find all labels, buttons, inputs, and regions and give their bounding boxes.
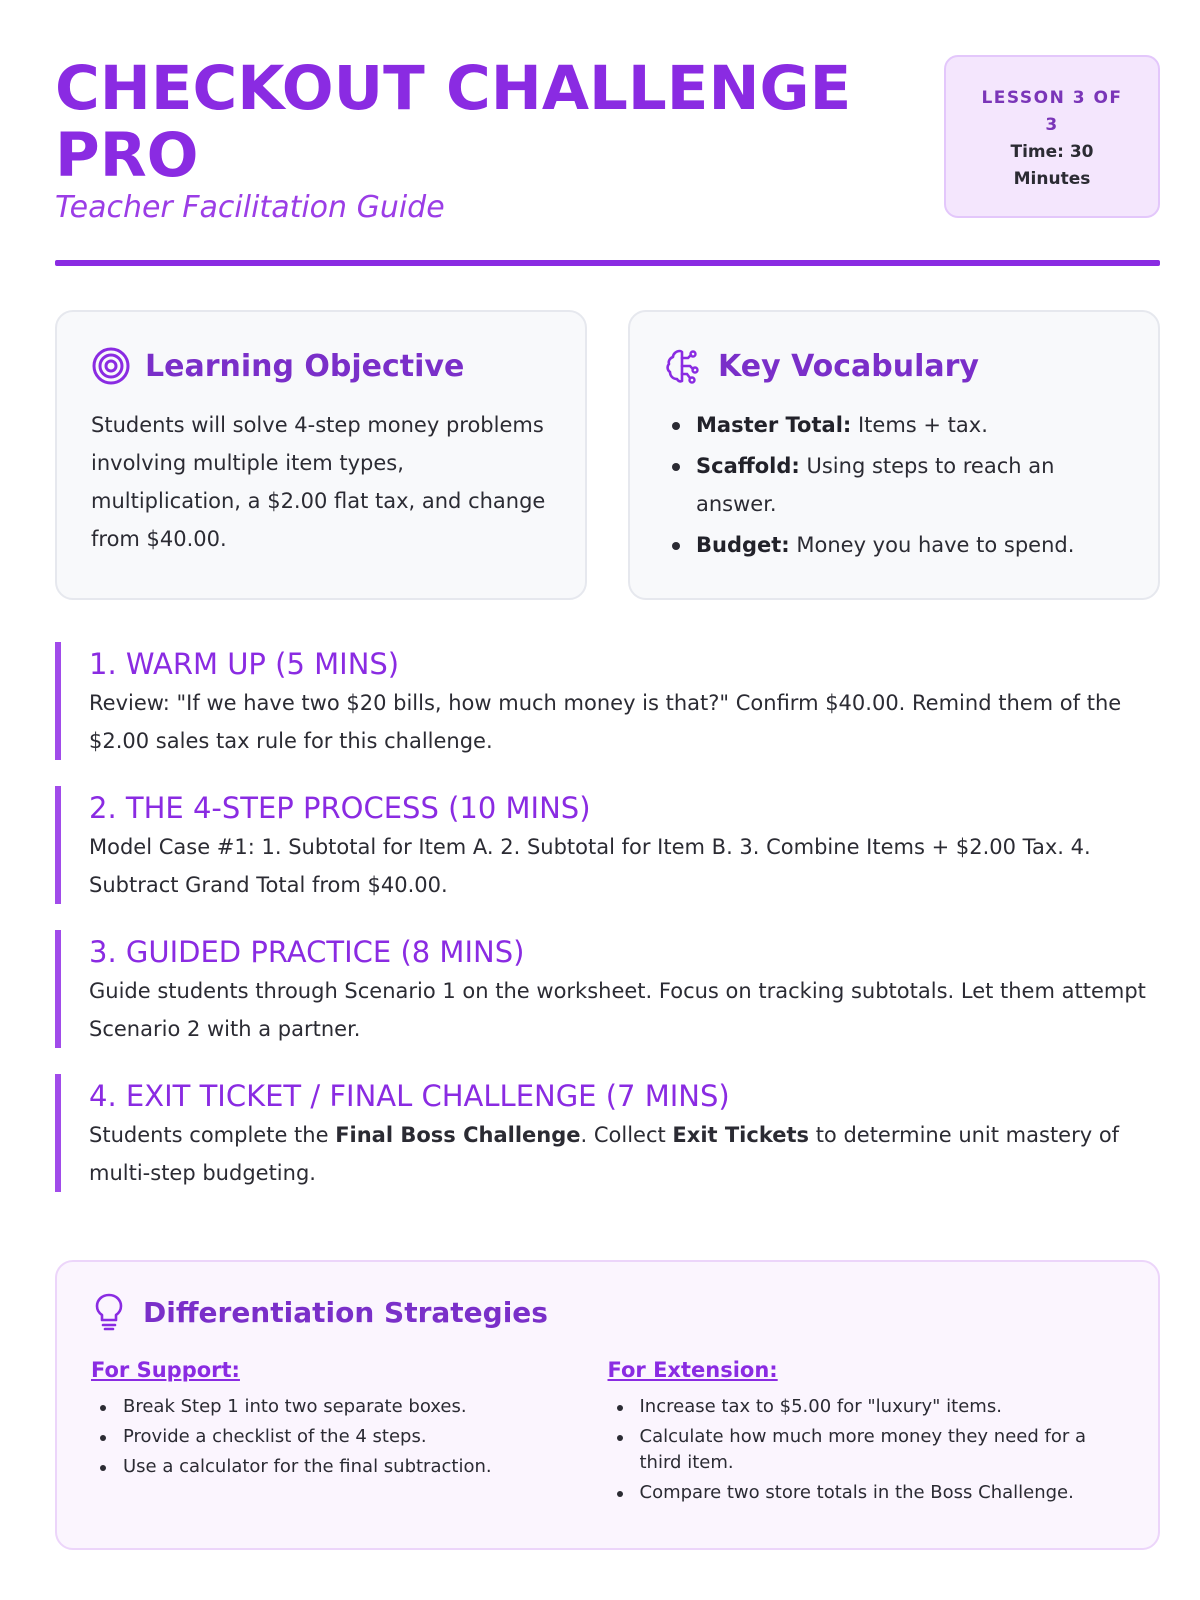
list-item	[664, 406, 1124, 444]
learning-objective-text: Students will solve 4-step money problems involving multiple item types, multiplication, a $2.00 flat tax, and change from $40.00.	[91, 413, 546, 551]
vocabulary-list	[664, 406, 1124, 564]
step-title: 4. EXIT TICKET / FINAL CHALLENGE (7 MINS)	[89, 1079, 730, 1113]
support-heading: For Support:	[91, 1358, 240, 1382]
key-vocabulary-card	[628, 310, 1160, 600]
target-icon	[91, 346, 131, 386]
vocab-term: Scaffold:	[696, 454, 800, 478]
extension-heading: For Extension:	[607, 1358, 778, 1382]
step-text: Review: "If we have two $20 bills, how much money is that?" Confirm $40.00. Remind them of the $2.00 sales tax rule for this challenge.	[89, 691, 1122, 753]
exit-tickets-term: Exit Tickets	[672, 1123, 810, 1147]
step-text	[89, 1116, 1160, 1192]
extension-column	[608, 1358, 1125, 1510]
vocab-term: Budget:	[696, 533, 790, 557]
lesson-badge	[944, 55, 1160, 218]
differentiation-card	[55, 1260, 1160, 1550]
step-text: Model Case #1: 1. Subtotal for Item A. 2. Subtotal for Item B. 3. Combine Items + $2.00 Tax. 4. Subtract Grand Total from $40.00.	[89, 835, 1091, 897]
step-exit-ticket	[55, 1074, 1160, 1192]
vocab-definition: Using steps to reach an answer.	[696, 454, 1055, 516]
step-four-step-process	[55, 786, 1160, 904]
list-item: Provide a checklist of the 4 steps.	[91, 1424, 608, 1450]
lesson-time: Time: 30 Minutes	[1010, 142, 1094, 189]
step-title: 1. WARM UP (5 MINS)	[89, 647, 400, 681]
lightbulb-icon	[91, 1292, 127, 1332]
page-subtitle: Teacher Facilitation Guide	[55, 190, 445, 225]
vocab-term: Master Total:	[696, 413, 852, 437]
page-title: CHECKOUT CHALLENGE PRO	[55, 53, 852, 191]
header-divider	[55, 260, 1160, 266]
final-boss-challenge-term: Final Boss Challenge	[335, 1123, 581, 1147]
extension-list	[608, 1394, 1125, 1506]
support-list	[91, 1394, 608, 1480]
key-vocabulary-title: Key Vocabulary	[718, 348, 979, 384]
step-text-part: to determine unit mastery of multi-step budgeting.	[89, 1123, 1120, 1185]
list-item	[664, 447, 1124, 523]
vocab-definition: Money you have to spend.	[789, 533, 1075, 557]
step-guided-practice	[55, 930, 1160, 1048]
step-warm-up	[55, 642, 1160, 760]
info-cards	[55, 310, 1160, 600]
list-item: Compare two store totals in the Boss Challenge.	[608, 1480, 1125, 1506]
list-item	[664, 526, 1124, 564]
list-item: Use a calculator for the final subtraction.	[91, 1454, 608, 1480]
list-item: Increase tax to $5.00 for "luxury" items.	[608, 1394, 1125, 1420]
support-column	[91, 1358, 608, 1510]
brain-icon	[664, 346, 704, 386]
learning-objective-title: Learning Objective	[145, 348, 465, 384]
vocab-definition: Items + tax.	[851, 413, 988, 437]
step-text-part: Students complete the	[89, 1123, 336, 1147]
page-header	[55, 55, 1160, 260]
step-text: Guide students through Scenario 1 on the worksheet. Focus on tracking subtotals. Let them attempt Scenario 2 with a partner.	[89, 979, 1146, 1041]
step-title: 2. THE 4-STEP PROCESS (10 MINS)	[89, 791, 591, 825]
lesson-number: LESSON 3 OF 3	[981, 88, 1123, 135]
lesson-steps	[55, 642, 1160, 1218]
facilitation-guide-page	[55, 53, 1160, 1503]
list-item: Calculate how much more money they need for a third item.	[608, 1424, 1125, 1476]
list-item: Break Step 1 into two separate boxes.	[91, 1394, 608, 1420]
learning-objective-card	[55, 310, 587, 600]
step-text-part: . Collect	[580, 1123, 673, 1147]
step-title: 3. GUIDED PRACTICE (8 MINS)	[89, 935, 525, 969]
differentiation-title: Differentiation Strategies	[143, 1295, 548, 1329]
